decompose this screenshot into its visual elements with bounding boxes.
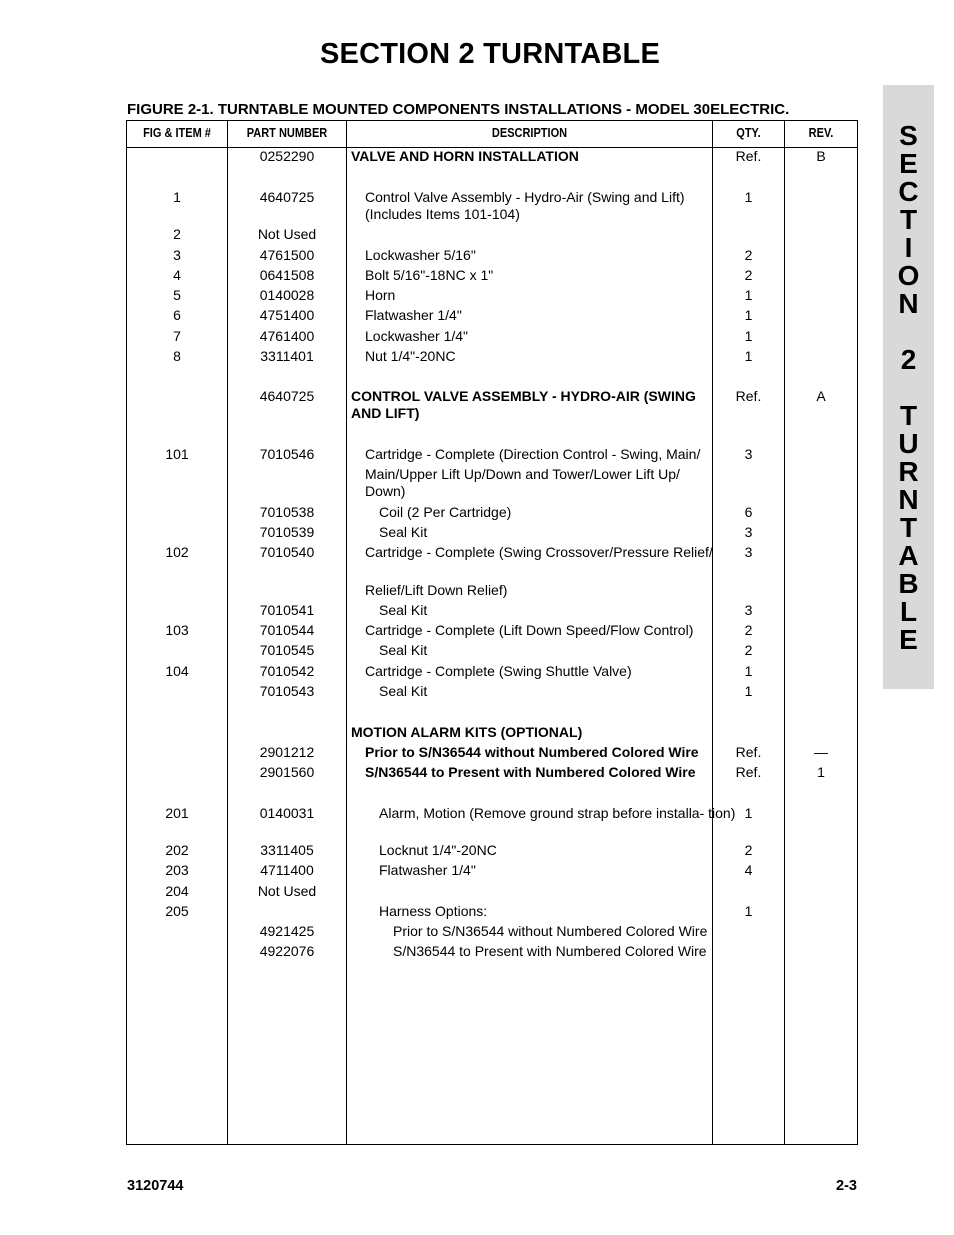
section-side-tab — [883, 85, 934, 689]
cell-desc: Harness Options: — [379, 903, 488, 919]
side-tab-letter: E — [899, 148, 918, 179]
cell-qty: 1 — [744, 348, 753, 364]
cell-qty: Ref. — [735, 148, 762, 164]
side-tab-letter: B — [898, 568, 919, 599]
side-tab-letter: T — [899, 400, 918, 431]
cell-part: 7010541 — [259, 602, 315, 618]
cell-desc: Seal Kit — [379, 524, 428, 540]
cell-qty: 1 — [744, 328, 753, 344]
cell-part: 2901560 — [259, 764, 315, 780]
cell-desc: Relief/Lift Down Relief) — [365, 582, 508, 598]
cell-qty: 3 — [744, 544, 753, 560]
cell-fig: 204 — [165, 883, 189, 899]
cell-fig: 7 — [173, 328, 181, 344]
cell-desc: S/N36544 to Present with Numbered Colored Wire — [365, 764, 696, 780]
cell-part: 4921425 — [259, 923, 315, 939]
cell-part: 4761400 — [259, 328, 315, 344]
side-tab-letter: O — [897, 260, 920, 291]
section-title: SECTION 2 TURNTABLE — [320, 38, 660, 70]
side-tab-letter: I — [904, 232, 913, 263]
cell-rev: — — [814, 744, 828, 760]
cell-desc: Alarm, Motion (Remove ground strap before installa- tion) — [379, 805, 736, 821]
page-number: 2-3 — [836, 1178, 857, 1194]
cell-part: 7010540 — [259, 544, 315, 560]
column-divider — [346, 121, 347, 1144]
cell-desc: Cartridge - Complete (Lift Down Speed/Flow Control) — [365, 622, 694, 638]
cell-desc: Cartridge - Complete (Direction Control - Swing, Main/ — [365, 446, 701, 462]
cell-part: 7010545 — [259, 642, 315, 658]
cell-desc: Nut 1/4"-20NC — [365, 348, 456, 364]
cell-part: Not Used — [257, 226, 317, 242]
cell-fig: 6 — [173, 307, 181, 323]
cell-desc: VALVE AND HORN INSTALLATION — [351, 148, 579, 164]
cell-qty: Ref. — [735, 764, 762, 780]
cell-rev: B — [816, 148, 826, 164]
cell-qty: 3 — [744, 602, 753, 618]
cell-qty: 1 — [744, 805, 753, 821]
side-tab-letter: T — [899, 512, 918, 543]
cell-rev: 1 — [817, 764, 825, 780]
cell-qty: 2 — [744, 842, 753, 858]
cell-fig: 202 — [165, 842, 189, 858]
cell-desc: Lockwasher 5/16" — [365, 247, 476, 263]
header-qty: QTY. — [736, 126, 761, 140]
cell-fig: 8 — [173, 348, 181, 364]
cell-desc: Cartridge - Complete (Swing Crossover/Pressure Relief/ — [365, 544, 713, 560]
column-divider — [784, 121, 785, 1144]
cell-part: 7010542 — [259, 663, 315, 679]
parts-table — [126, 120, 858, 1145]
cell-desc: S/N36544 to Present with Numbered Colored Wire — [393, 943, 707, 959]
cell-desc: Coil (2 Per Cartridge) — [379, 504, 512, 520]
header-part-number: PART NUMBER — [246, 126, 328, 140]
cell-part: 7010546 — [259, 446, 315, 462]
cell-part: 3311401 — [260, 348, 314, 364]
figure-title: FIGURE 2-1. TURNTABLE MOUNTED COMPONENTS INSTALLATIONS - MODEL 30ELECTRIC. — [127, 101, 790, 118]
cell-desc: Seal Kit — [379, 642, 428, 658]
side-tab-letter: N — [898, 288, 919, 319]
cell-fig: 1 — [173, 189, 181, 205]
cell-qty: 3 — [744, 524, 753, 540]
side-tab-letter: C — [898, 176, 919, 207]
cell-qty: 1 — [744, 287, 753, 303]
cell-qty: 4 — [744, 862, 753, 878]
cell-part: 7010543 — [259, 683, 315, 699]
side-tab-letter: L — [899, 596, 918, 627]
cell-desc: Lockwasher 1/4" — [365, 328, 469, 344]
header-fig-item: FIG & ITEM # — [143, 126, 211, 140]
cell-qty: 1 — [744, 663, 753, 679]
cell-qty: 1 — [744, 683, 753, 699]
side-tab-letter: S — [899, 120, 918, 151]
cell-desc: CONTROL VALVE ASSEMBLY - HYDRO-AIR (SWING AND LIFT) — [351, 388, 696, 421]
side-tab-letter: A — [898, 540, 919, 571]
header-description: DESCRIPTION — [491, 126, 568, 140]
cell-fig: 4 — [173, 267, 181, 283]
cell-qty: 3 — [744, 446, 753, 462]
cell-part: Not Used — [257, 883, 317, 899]
cell-desc: Cartridge - Complete (Swing Shuttle Valve) — [365, 663, 632, 679]
cell-fig: 104 — [165, 663, 189, 679]
cell-part: 0140028 — [259, 287, 315, 303]
cell-desc: MOTION ALARM KITS (OPTIONAL) — [351, 724, 583, 740]
cell-desc: Main/Upper Lift Up/Down and Tower/Lower Lift Up/ Down) — [365, 466, 680, 499]
cell-qty: 1 — [744, 903, 753, 919]
cell-part: 0252290 — [259, 148, 315, 164]
cell-qty: 2 — [744, 247, 753, 263]
cell-part: 2901212 — [259, 744, 315, 760]
cell-fig: 102 — [165, 544, 189, 560]
cell-desc: Seal Kit — [379, 602, 428, 618]
cell-part: 4640725 — [259, 388, 315, 404]
cell-part: 4711400 — [260, 862, 314, 878]
cell-qty: 2 — [744, 642, 753, 658]
cell-fig: 103 — [165, 622, 189, 638]
cell-part: 7010544 — [259, 622, 315, 638]
cell-part: 4761500 — [259, 247, 315, 263]
document-number: 3120744 — [127, 1178, 184, 1194]
cell-fig: 3 — [173, 247, 181, 263]
side-tab-letter: U — [898, 428, 919, 459]
cell-fig: 205 — [165, 903, 189, 919]
cell-part: 4922076 — [259, 943, 315, 959]
cell-fig: 201 — [165, 805, 189, 821]
cell-desc: Prior to S/N36544 without Numbered Colored Wire — [393, 923, 708, 939]
cell-qty: Ref. — [735, 388, 762, 404]
cell-part: 4640725 — [259, 189, 315, 205]
cell-part: 4751400 — [259, 307, 315, 323]
cell-desc: Locknut 1/4"-20NC — [379, 842, 497, 858]
cell-desc: Horn — [365, 287, 396, 303]
side-tab-letter: R — [898, 456, 919, 487]
cell-part: 0140031 — [259, 805, 315, 821]
cell-part: 3311405 — [260, 842, 314, 858]
cell-qty: Ref. — [735, 744, 762, 760]
cell-fig: 2 — [173, 226, 181, 242]
header-rev: REV. — [808, 126, 834, 140]
cell-part: 0641508 — [259, 267, 315, 283]
cell-rev: A — [816, 388, 826, 404]
cell-desc: Flatwasher 1/4" — [365, 307, 462, 323]
side-tab-letter: N — [898, 484, 919, 515]
cell-qty: 2 — [744, 622, 753, 638]
cell-desc: Prior to S/N36544 without Numbered Colored Wire — [365, 744, 699, 760]
cell-qty: 6 — [744, 504, 753, 520]
side-tab-letter: 2 — [900, 344, 917, 375]
cell-desc: Seal Kit — [379, 683, 428, 699]
cell-fig: 203 — [165, 862, 189, 878]
cell-qty: 1 — [744, 307, 753, 323]
cell-fig: 5 — [173, 287, 181, 303]
cell-qty: 2 — [744, 267, 753, 283]
cell-fig: 101 — [165, 446, 189, 462]
side-tab-letter: E — [899, 624, 918, 655]
cell-desc: Control Valve Assembly - Hydro-Air (Swing and Lift) (Includes Items 101-104) — [365, 189, 685, 222]
cell-desc: Bolt 5/16"-18NC x 1" — [365, 267, 494, 283]
cell-desc: Flatwasher 1/4" — [379, 862, 476, 878]
cell-qty: 1 — [744, 189, 753, 205]
side-tab-letter: T — [899, 204, 918, 235]
cell-part: 7010539 — [259, 524, 315, 540]
cell-part: 7010538 — [259, 504, 315, 520]
